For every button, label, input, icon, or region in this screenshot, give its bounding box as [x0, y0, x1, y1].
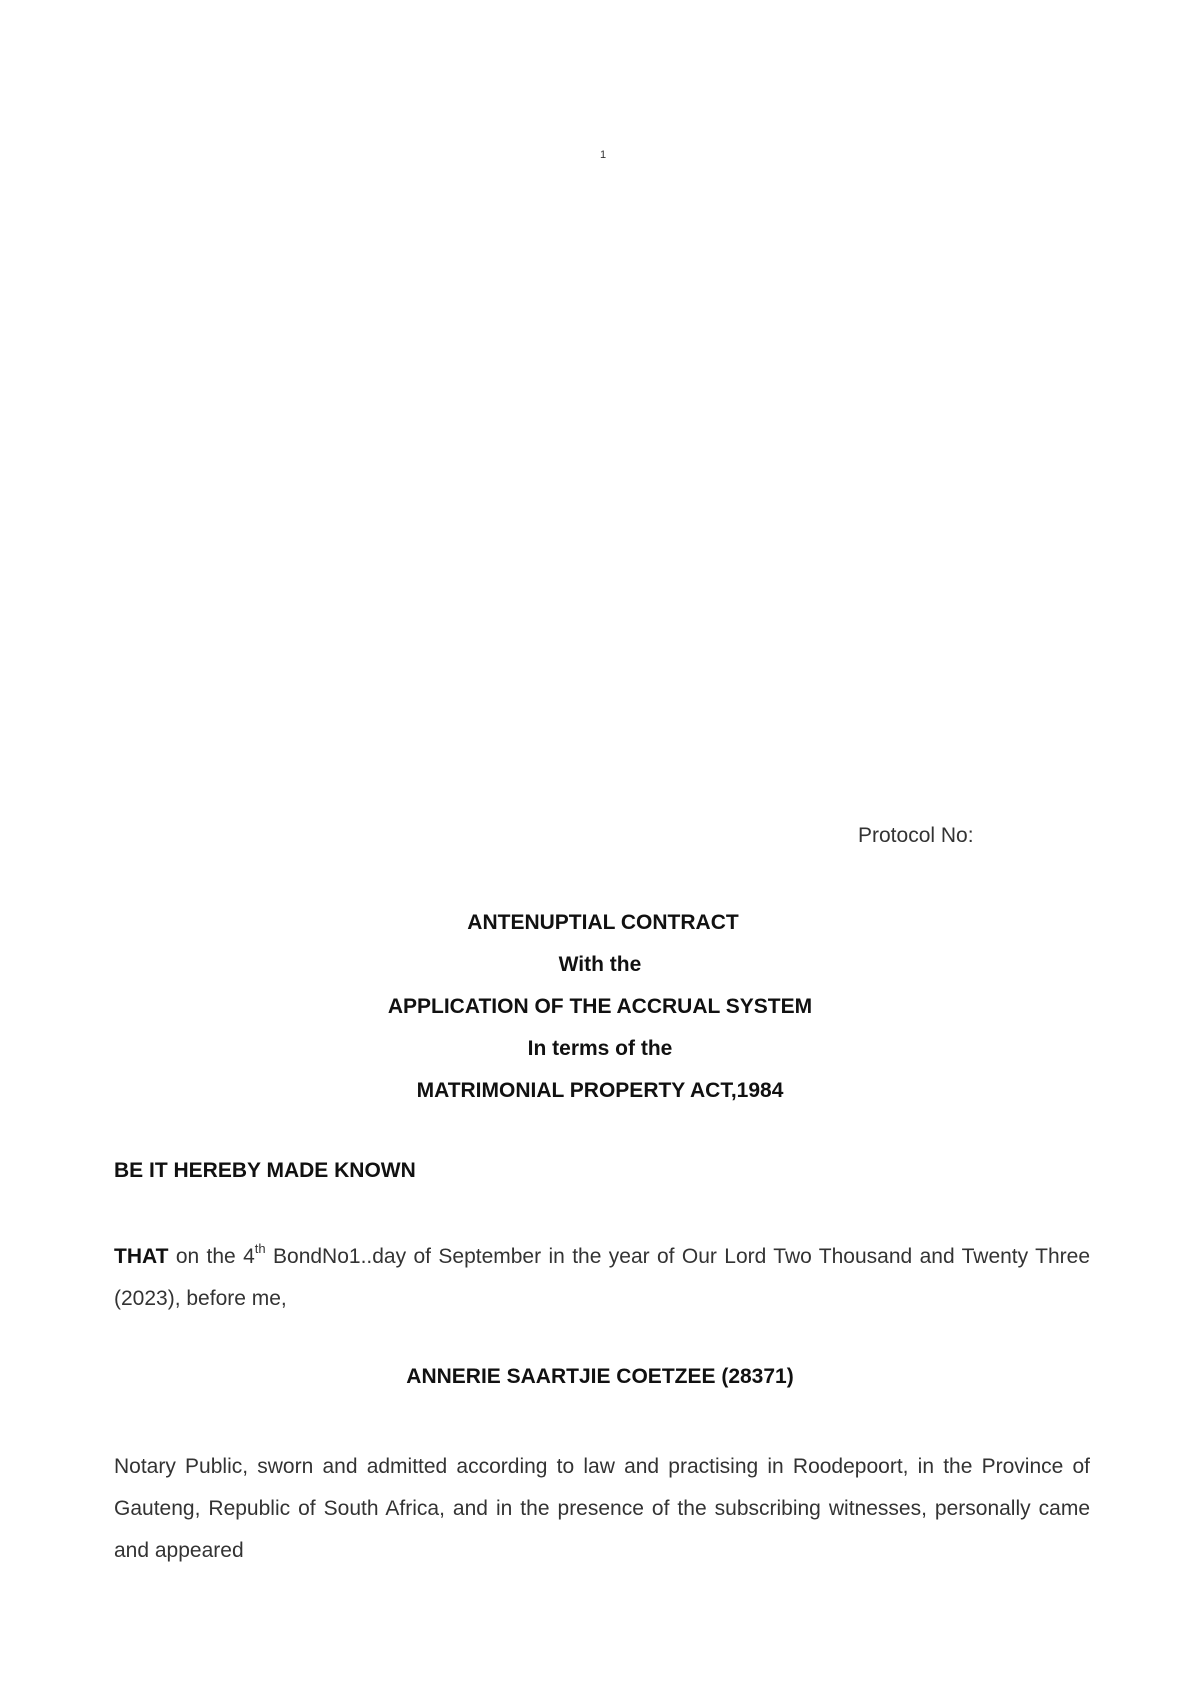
title-line-act: MATRIMONIAL PROPERTY ACT,1984 — [416, 1079, 784, 1102]
contract-title — [0, 902, 1200, 1112]
notary-paragraph: Notary Public, sworn and admitted according to law and practising in Roodepoort, in the Province of Gauteng, Republic of South Africa, and in the presence of the subscribing witnesses, personally came and appeared — [114, 1455, 1090, 1562]
title-line-with: With the — [558, 953, 642, 976]
date-ordinal-suffix: th — [254, 1241, 266, 1256]
title-line-in-terms: In terms of the — [527, 1037, 673, 1060]
protocol-number-label: Protocol No: — [858, 824, 974, 847]
title-line-accrual-system: APPLICATION OF THE ACCRUAL SYSTEM — [387, 995, 813, 1018]
declaration-heading: BE IT HEREBY MADE KNOWN — [114, 1159, 416, 1182]
date-paragraph — [114, 1236, 1090, 1320]
notary-name: ANNERIE SAARTJIE COETZEE (28371) — [406, 1365, 794, 1388]
date-paragraph-text-end: BondNo1..day of September in the year of Our Lord Two Thousand and Twenty Three (2023), before me, — [114, 1245, 1090, 1310]
date-paragraph-lead: THAT — [114, 1245, 169, 1268]
title-line-contract: ANTENUPTIAL CONTRACT — [467, 911, 739, 934]
page-number: 1 — [600, 149, 607, 161]
date-paragraph-text-start: on the 4 — [168, 1245, 255, 1268]
